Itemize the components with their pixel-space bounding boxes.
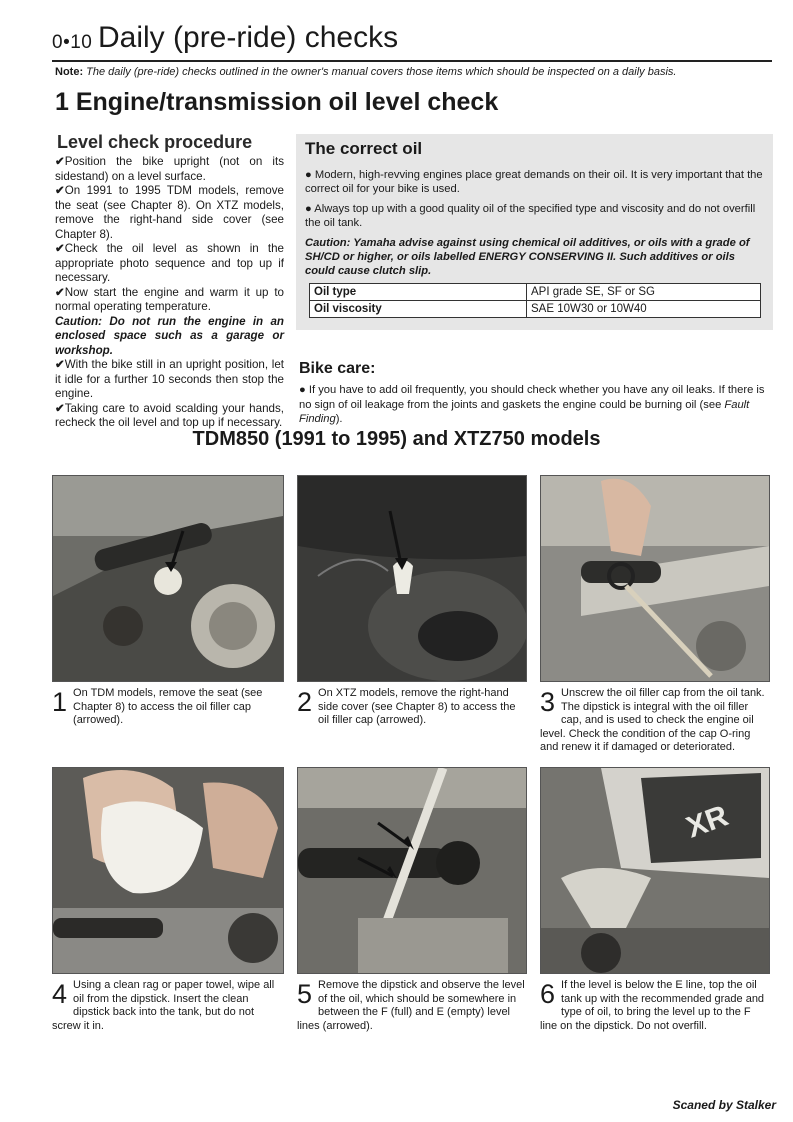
step-number: 2 xyxy=(297,687,313,717)
step-1 xyxy=(52,687,282,728)
oil-spec-table xyxy=(309,283,761,318)
step-number: 3 xyxy=(540,687,556,717)
level-check-caution: Caution: Do not run the engine in an enclosed space such as a garage or workshop. xyxy=(55,314,284,357)
level-check-body xyxy=(55,155,284,431)
level-check-item: ✔Now start the engine and warm it up to normal operating temperature. xyxy=(55,285,284,313)
level-check-item: ✔Check the oil level as shown in the appropriate photo sequence and top up if necessary. xyxy=(55,242,284,284)
step-text: If the level is below the E line, top the oil tank up with the recommended grade and type of oil, to bring the level up to the F line on the dipstick. Do not overfill. xyxy=(540,979,765,1032)
step-text: On XTZ models, remove the right-hand side cover (see Chapter 8) to access the oil filler cap (arrowed). xyxy=(318,687,516,727)
photo-step-3 xyxy=(540,475,770,682)
models-heading: TDM850 (1991 to 1995) and XTZ750 models xyxy=(192,428,601,450)
scan-credit: Scaned by Stalker xyxy=(672,1098,776,1112)
oil-type-value: API grade SE, SF or SG xyxy=(527,284,761,301)
step-number: 5 xyxy=(297,979,313,1009)
correct-oil-bullet: ● Modern, high-revving engines place great demands on their oil. It is very important that the correct oil for your bike is used. xyxy=(305,169,763,195)
page-header xyxy=(52,18,772,62)
level-check-item: ✔Taking care to avoid scalding your hands, recheck the oil level and top up if necessary. xyxy=(55,401,284,429)
step-text: On TDM models, remove the seat (see Chapter 8) to access the oil filler cap (arrowed). xyxy=(73,687,263,727)
page-number: 0•10 xyxy=(52,32,93,53)
table-row xyxy=(310,301,761,318)
photo-step-4 xyxy=(52,767,284,974)
bullet-icon: ● xyxy=(299,384,306,396)
bike-care-title: Bike care: xyxy=(299,360,376,377)
step-text: Remove the dipstick and observe the level of the oil, which should be somewhere in between the F (full) and E (empty) level lines (arrowed). xyxy=(297,979,525,1032)
step-5 xyxy=(297,979,525,1033)
note xyxy=(55,66,775,78)
note-label: Note: xyxy=(55,66,84,78)
oil-viscosity-label: Oil viscosity xyxy=(310,301,527,318)
step-2 xyxy=(297,687,525,728)
tick-icon: ✔ xyxy=(55,285,65,299)
bullet-icon: ● xyxy=(305,203,312,215)
correct-oil-bullet: ● Always top up with a good quality oil of the specified type and viscosity and do not overfill the oil tank. xyxy=(305,203,756,229)
photo-step-1 xyxy=(52,475,284,682)
level-check-item: ✔On 1991 to 1995 TDM models, remove the seat (see Chapter 8). On XTZ models, remove the right-hand side cover (see Chapter 8). xyxy=(55,184,284,241)
step-number: 1 xyxy=(52,687,68,717)
step-text: Using a clean rag or paper towel, wipe all oil from the dipstick. Insert the clean dipstick back into the tank, but do not screw it in. xyxy=(52,979,275,1032)
step-number: 6 xyxy=(540,979,556,1009)
note-text: The daily (pre-ride) checks outlined in the owner's manual covers those items which should be inspected on a daily basis. xyxy=(86,66,677,78)
tick-icon: ✔ xyxy=(55,401,65,415)
correct-oil-caution: Caution: Yamaha advise against using chemical oil additives, or oils with a grade of SH/CD or higher, or oils labelled ENERGY CONSERVING II. Such additives or oils could cause clutch slip. xyxy=(305,237,750,277)
bike-care-body: ● If you have to add oil frequently, you should check whether you have any oil leaks. If there is no sign of oil leakage from the joints and gaskets the engine could be burning oil (see Fault Finding). xyxy=(299,384,765,425)
step-text: Unscrew the oil filler cap from the oil tank. The dipstick is integral with the oil filler cap, and is used to check the engine oil level. Check the condition of the cap O-ring and renew it if damaged or deteriorated. xyxy=(540,687,765,754)
tick-icon: ✔ xyxy=(55,184,65,197)
level-check-item: ✔Position the bike upright (not on its sidestand) on a level surface. xyxy=(55,155,284,183)
page-title: Daily (pre-ride) checks xyxy=(98,21,399,54)
oil-type-label: Oil type xyxy=(310,284,527,301)
correct-oil-title: The correct oil xyxy=(305,139,423,158)
level-check-item: ✔With the bike still in an upright position, let it idle for a further 10 seconds then stop the engine. xyxy=(55,358,284,400)
step-number: 4 xyxy=(52,979,68,1009)
photo-step-5 xyxy=(297,767,527,974)
step-3 xyxy=(540,687,768,755)
tick-icon: ✔ xyxy=(55,242,65,255)
table-row xyxy=(310,284,761,301)
step-4 xyxy=(52,979,282,1033)
photo-step-2 xyxy=(297,475,527,682)
correct-oil-body xyxy=(305,168,767,284)
photo-step-6 xyxy=(540,767,770,974)
step-6 xyxy=(540,979,768,1033)
bullet-icon: ● xyxy=(305,169,312,181)
tick-icon: ✔ xyxy=(55,358,65,371)
fault-finding-reference: Fault Finding xyxy=(299,398,750,425)
tick-icon: ✔ xyxy=(55,155,65,168)
level-check-title: Level check procedure xyxy=(57,132,253,152)
section-title: 1 Engine/transmission oil level check xyxy=(55,88,499,116)
oil-viscosity-value: SAE 10W30 or 10W40 xyxy=(527,301,761,318)
oil-bottle-label: XR xyxy=(682,799,733,845)
